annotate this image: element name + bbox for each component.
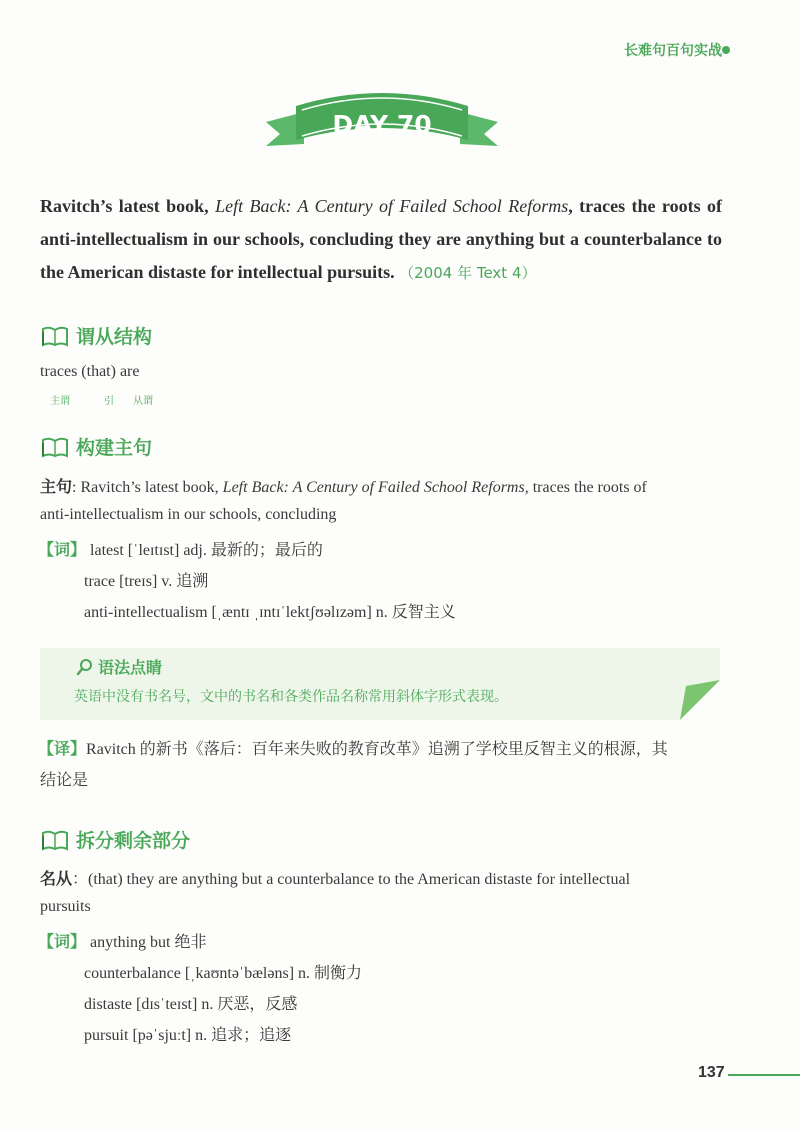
- page-curl-icon: [680, 680, 720, 720]
- vocab2-row-2: [84, 991, 297, 1014]
- running-header: 长难句百句实战: [624, 43, 722, 59]
- translation-line2: 结论是: [40, 772, 89, 789]
- vocab-phonetic: [treɪs]: [119, 573, 158, 590]
- vocab2-tag: 【词】: [38, 932, 87, 951]
- label-main-verb: 主谓: [50, 396, 70, 407]
- section-heading-remaining: [40, 826, 190, 853]
- grammar-tip-text: 英语中没有书名号，文中的书名和各类作品名称常用斜体字形式表现。: [74, 689, 508, 705]
- section-heading-main-clause: [40, 433, 152, 460]
- vocab-word: distaste: [84, 996, 132, 1013]
- vocab-word: trace: [84, 573, 116, 590]
- vocab-definition: n. 厌恶，反感: [201, 996, 298, 1013]
- day-banner: [266, 86, 498, 157]
- translation-line1: [38, 736, 668, 759]
- vocab-word: pursuit: [84, 1027, 129, 1044]
- vocab-definition: adj. 最新的；最后的: [183, 542, 323, 559]
- vocab1-row-0: [38, 537, 323, 560]
- intro-part1: Ravitch’s latest book,: [40, 196, 216, 216]
- remaining-tag: 名从: [40, 869, 73, 888]
- vocab-phonetic: [ˌkaʊntəˈbæləns]: [184, 965, 295, 982]
- vocab-definition: n. 制衡力: [298, 965, 363, 982]
- vocab-phonetic: [ˌæntɪ ˌɪntɪˈlektʃʊəlɪzəm]: [211, 604, 372, 621]
- remaining-sep: ：: [72, 871, 89, 888]
- intro-sentence: [40, 190, 722, 290]
- vocab-word: latest: [90, 542, 124, 559]
- vocab-phonetic: [pəˈsjuːt]: [132, 1027, 192, 1044]
- section-title-remaining: 拆分剩余部分: [76, 830, 191, 852]
- page-number-rule: [728, 1074, 800, 1076]
- open-book-icon: [40, 828, 70, 852]
- day-label: DAY 70: [332, 110, 432, 139]
- main-clause-book-title: Left Back: A Century of Failed School Reforms: [222, 479, 525, 496]
- vocab2-row-0: [38, 929, 206, 952]
- section-title-main-clause: 构建主句: [76, 437, 153, 459]
- vocab-word: anything but: [90, 934, 171, 951]
- main-clause-sep: :: [72, 479, 81, 496]
- ribbon-banner-icon: [266, 86, 498, 152]
- header-dot: [722, 46, 730, 54]
- vocab-definition: n. 反智主义: [375, 604, 456, 621]
- main-clause-part1: Ravitch’s latest book,: [80, 479, 223, 496]
- label-sub-verb: 从谓: [133, 396, 153, 407]
- main-clause-line1: [40, 474, 722, 497]
- vocab-definition: v. 追溯: [161, 573, 209, 590]
- main-clause-part2: , traces the roots of: [524, 479, 647, 496]
- vocab2-row-3: [84, 1022, 291, 1045]
- intro-book-title: Left Back: A Century of Failed School Reforms: [215, 196, 569, 216]
- remaining-line1: [40, 866, 730, 889]
- main-clause-line2: anti-intellectualism in our schools, concluding: [40, 506, 337, 523]
- intro-part2: , traces the roots of anti-intellectualism in our schools, concluding they are anything but a counterbalance to the American distaste for intellectual pursuits.: [40, 196, 722, 282]
- vocab2-row-1: [84, 960, 362, 983]
- section-heading-structure: [40, 322, 152, 349]
- remaining-text-1: (that) they are anything but a counterbalance to the American distaste for intellectual: [88, 871, 631, 888]
- vocab1-tag: 【词】: [38, 540, 87, 559]
- open-book-icon: [40, 435, 70, 459]
- translation-text-1: Ravitch 的新书《落后：百年来失败的教育改革》追溯了学校里反智主义的根源，其: [86, 741, 668, 758]
- magnifier-icon: [76, 658, 94, 676]
- grammar-tip-title: [76, 655, 162, 678]
- vocab-phonetic: [dɪsˈteɪst]: [136, 996, 198, 1013]
- translation-tag: 【译】: [38, 739, 87, 758]
- vocab-phonetic: [ˈleɪtɪst]: [127, 542, 180, 559]
- label-connector: 引: [104, 396, 114, 407]
- page-number: 137: [698, 1064, 725, 1081]
- vocab-word: counterbalance: [84, 965, 181, 982]
- grammar-tip-title-text: 语法点睛: [98, 658, 163, 677]
- section-title-structure: 谓从结构: [76, 326, 153, 348]
- main-clause-tag: 主句: [40, 477, 73, 496]
- intro-source: （2004 年 Text 4）: [399, 264, 537, 282]
- open-book-icon: [40, 324, 70, 348]
- remaining-line2: pursuits: [40, 898, 91, 915]
- vocab-word: anti-intellectualism: [84, 604, 208, 621]
- vocab-definition: 绝非: [174, 934, 207, 951]
- structure-phrase: traces (that) are: [40, 363, 140, 380]
- vocab-definition: n. 追求；追逐: [195, 1027, 292, 1044]
- vocab1-row-2: [84, 599, 456, 622]
- vocab1-row-1: [84, 568, 208, 591]
